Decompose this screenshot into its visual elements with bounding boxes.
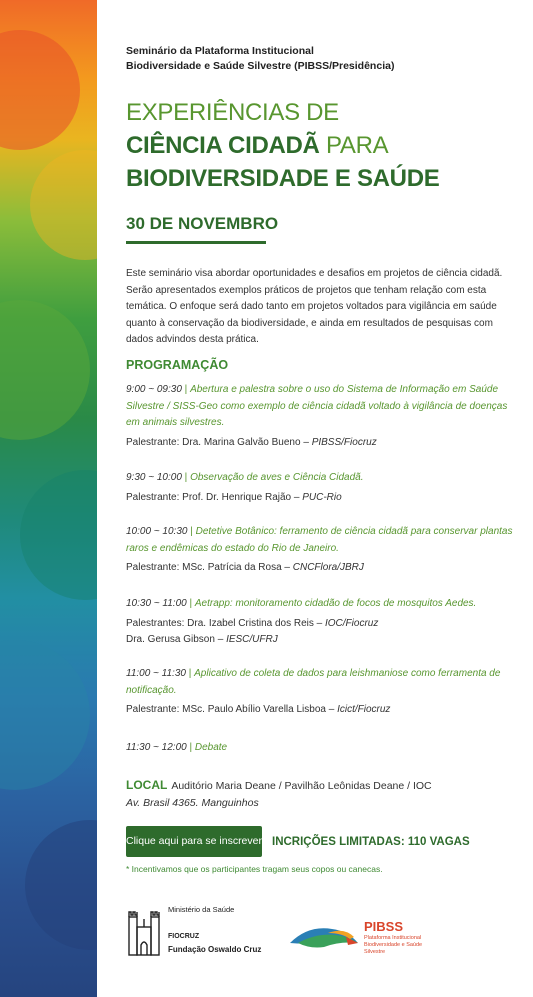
decorative-color-band [0, 0, 97, 997]
program-session: 11:00 ~ 11:30 | Aplicativo de coleta de dados para leishmaniose como ferramenta de notificação. Palestrante: MSc. Paulo Abílio Varella Lisboa – Icict/Fiocruz [126, 666, 521, 719]
fiocruz-logo [126, 903, 266, 959]
program-session: 9:30 ~ 10:00 | Observação de aves e Ciência Cidadã. Palestrante: Prof. Dr. Henrique Rajão – PUC-Rio [126, 470, 521, 506]
footnote: * Incentivamos que os participantes tragam seus copos ou canecas. [126, 864, 383, 874]
castle-icon [126, 903, 162, 957]
bird-wing-icon [288, 919, 360, 959]
session-speaker: Palestrante: Dra. Marina Galvão Bueno – PIBSS/Fiocruz [126, 436, 377, 448]
organizer-line-1: Seminário da Plataforma Institucional [126, 45, 314, 57]
page-title [126, 96, 439, 195]
session-speaker-2: Dra. Gerusa Gibson – IESC/UFRJ [126, 634, 278, 645]
session-speaker: Palestrante: Prof. Dr. Henrique Rajão – PUC-Rio [126, 491, 342, 503]
session-title: Observação de aves e Ciência Cidadã. [190, 472, 364, 483]
session-time: 9:00 ~ 09:30 [126, 384, 182, 395]
session-time: 10:00 ~ 10:30 [126, 526, 188, 537]
session-speaker: Palestrante: MSc. Paulo Abílio Varella Lisboa – Icict/Fiocruz [126, 704, 391, 715]
program-session: 11:30 ~ 12:00 | Debate [126, 742, 228, 753]
title-line-3: BIODIVERSIDADE E SAÚDE [126, 165, 440, 192]
session-time: 11:00 ~ 11:30 [126, 668, 186, 679]
title-line-2-light: PARA [325, 132, 389, 159]
session-title: Detetive Botânico: ferramento de ciência cidadã para conservar plantas raros e endêmicas do estado do Rio de Janeiro. [126, 526, 513, 554]
session-time: 10:30 ~ 11:00 [126, 598, 187, 609]
organizer-line-2: Biodiversidade e Saúde Silvestre (PIBSS/Presidência) [126, 60, 395, 72]
fiocruz-full-name: Fundação Oswaldo Cruz [168, 945, 262, 954]
location-address: Av. Brasil 4365. Manguinhos [126, 797, 259, 809]
session-speaker: Palestrantes: Dra. Izabel Cristina dos Reis – IOC/Fiocruz [126, 617, 379, 629]
pibss-name: PIBSS [364, 919, 404, 934]
session-speaker: Palestrante: MSc. Patrícia da Rosa – CNCFlora/JBRJ [126, 562, 364, 573]
ministry-label: Ministério da Saúde [168, 905, 235, 914]
session-title: Abertura e palestra sobre o uso do Sistema de Informação em Saúde Silvestre / SISS-Geo como exemplo de ciência cidadã voltado à vigilância de doenças em animais silvestres. [126, 384, 508, 428]
program-session: 9:00 ~ 09:30 | Abertura e palestra sobre o uso do Sistema de Informação em Saúde Silvestre / SISS-Geo como exemplo de ciência cidadã voltado à vigilância de doenças em animais silvestres. Palestrante: Dra. Marina Galvão Bueno – PIBSS/Fiocruz [126, 382, 521, 451]
session-title: Aplicativo de coleta de dados para leishmaniose como ferramenta de notificação. [126, 668, 501, 696]
title-line-2 [126, 129, 439, 162]
title-line-2-bold: CIÊNCIA CIDADÃ [126, 132, 320, 159]
pibss-subtitle: Plataforma Institucional Biodiversidade e Saúde Silvestre [364, 935, 423, 955]
location-venue: Auditório Maria Deane / Pavilhão Leônidas Deane / IOC [171, 780, 432, 792]
program-heading: PROGRAMAÇÃO [126, 358, 229, 372]
location-label: LOCAL [126, 778, 168, 792]
session-title: Debate [194, 742, 228, 753]
event-location [126, 777, 432, 812]
program-session: 10:00 ~ 10:30 | Detetive Botânico: ferramento de ciência cidadã para conservar plantas raros e endêmicas do estado do Rio de Janeiro. Palestrante: MSc. Patrícia da Rosa – CNCFlora/JBRJ [126, 524, 521, 577]
program-session: 10:30 ~ 11:00 | Aetrapp: monitoramento cidadão de focos de mosquitos Aedes. Palestrantes: Dra. Izabel Cristina dos Reis – IOC/Fiocruz Dra. Gerusa Gibson – IESC/UFRJ [126, 596, 521, 649]
session-title: Aetrapp: monitoramento cidadão de focos de mosquitos Aedes. [194, 598, 477, 609]
fiocruz-label: FIOCRUZ [168, 933, 200, 940]
event-organizer [126, 44, 394, 74]
pibss-logo [288, 915, 448, 965]
register-button[interactable]: Clique aqui para se inscrever [126, 826, 262, 857]
session-time: 9:30 ~ 10:00 [126, 472, 182, 483]
intro-paragraph: Este seminário visa abordar oportunidades e desafios em projetos de ciência cidadã. Serão apresentados exemplos práticos de projetos que tenham relação com esta temática. O enfoque será dado tanto em projetos voltados para vigilância em saúde quanto à conservação da biodiversidade, e ainda em resultados de pesquisas com dados advindos desta prática. [126, 268, 503, 345]
event-date: 30 DE NOVEMBRO [126, 214, 266, 244]
session-time: 11:30 ~ 12:00 [126, 742, 187, 753]
limited-seats-text: INCRIÇÕES LIMITADAS: 110 VAGAS [272, 836, 470, 848]
title-line-1: EXPERIÊNCIAS DE [126, 99, 339, 126]
